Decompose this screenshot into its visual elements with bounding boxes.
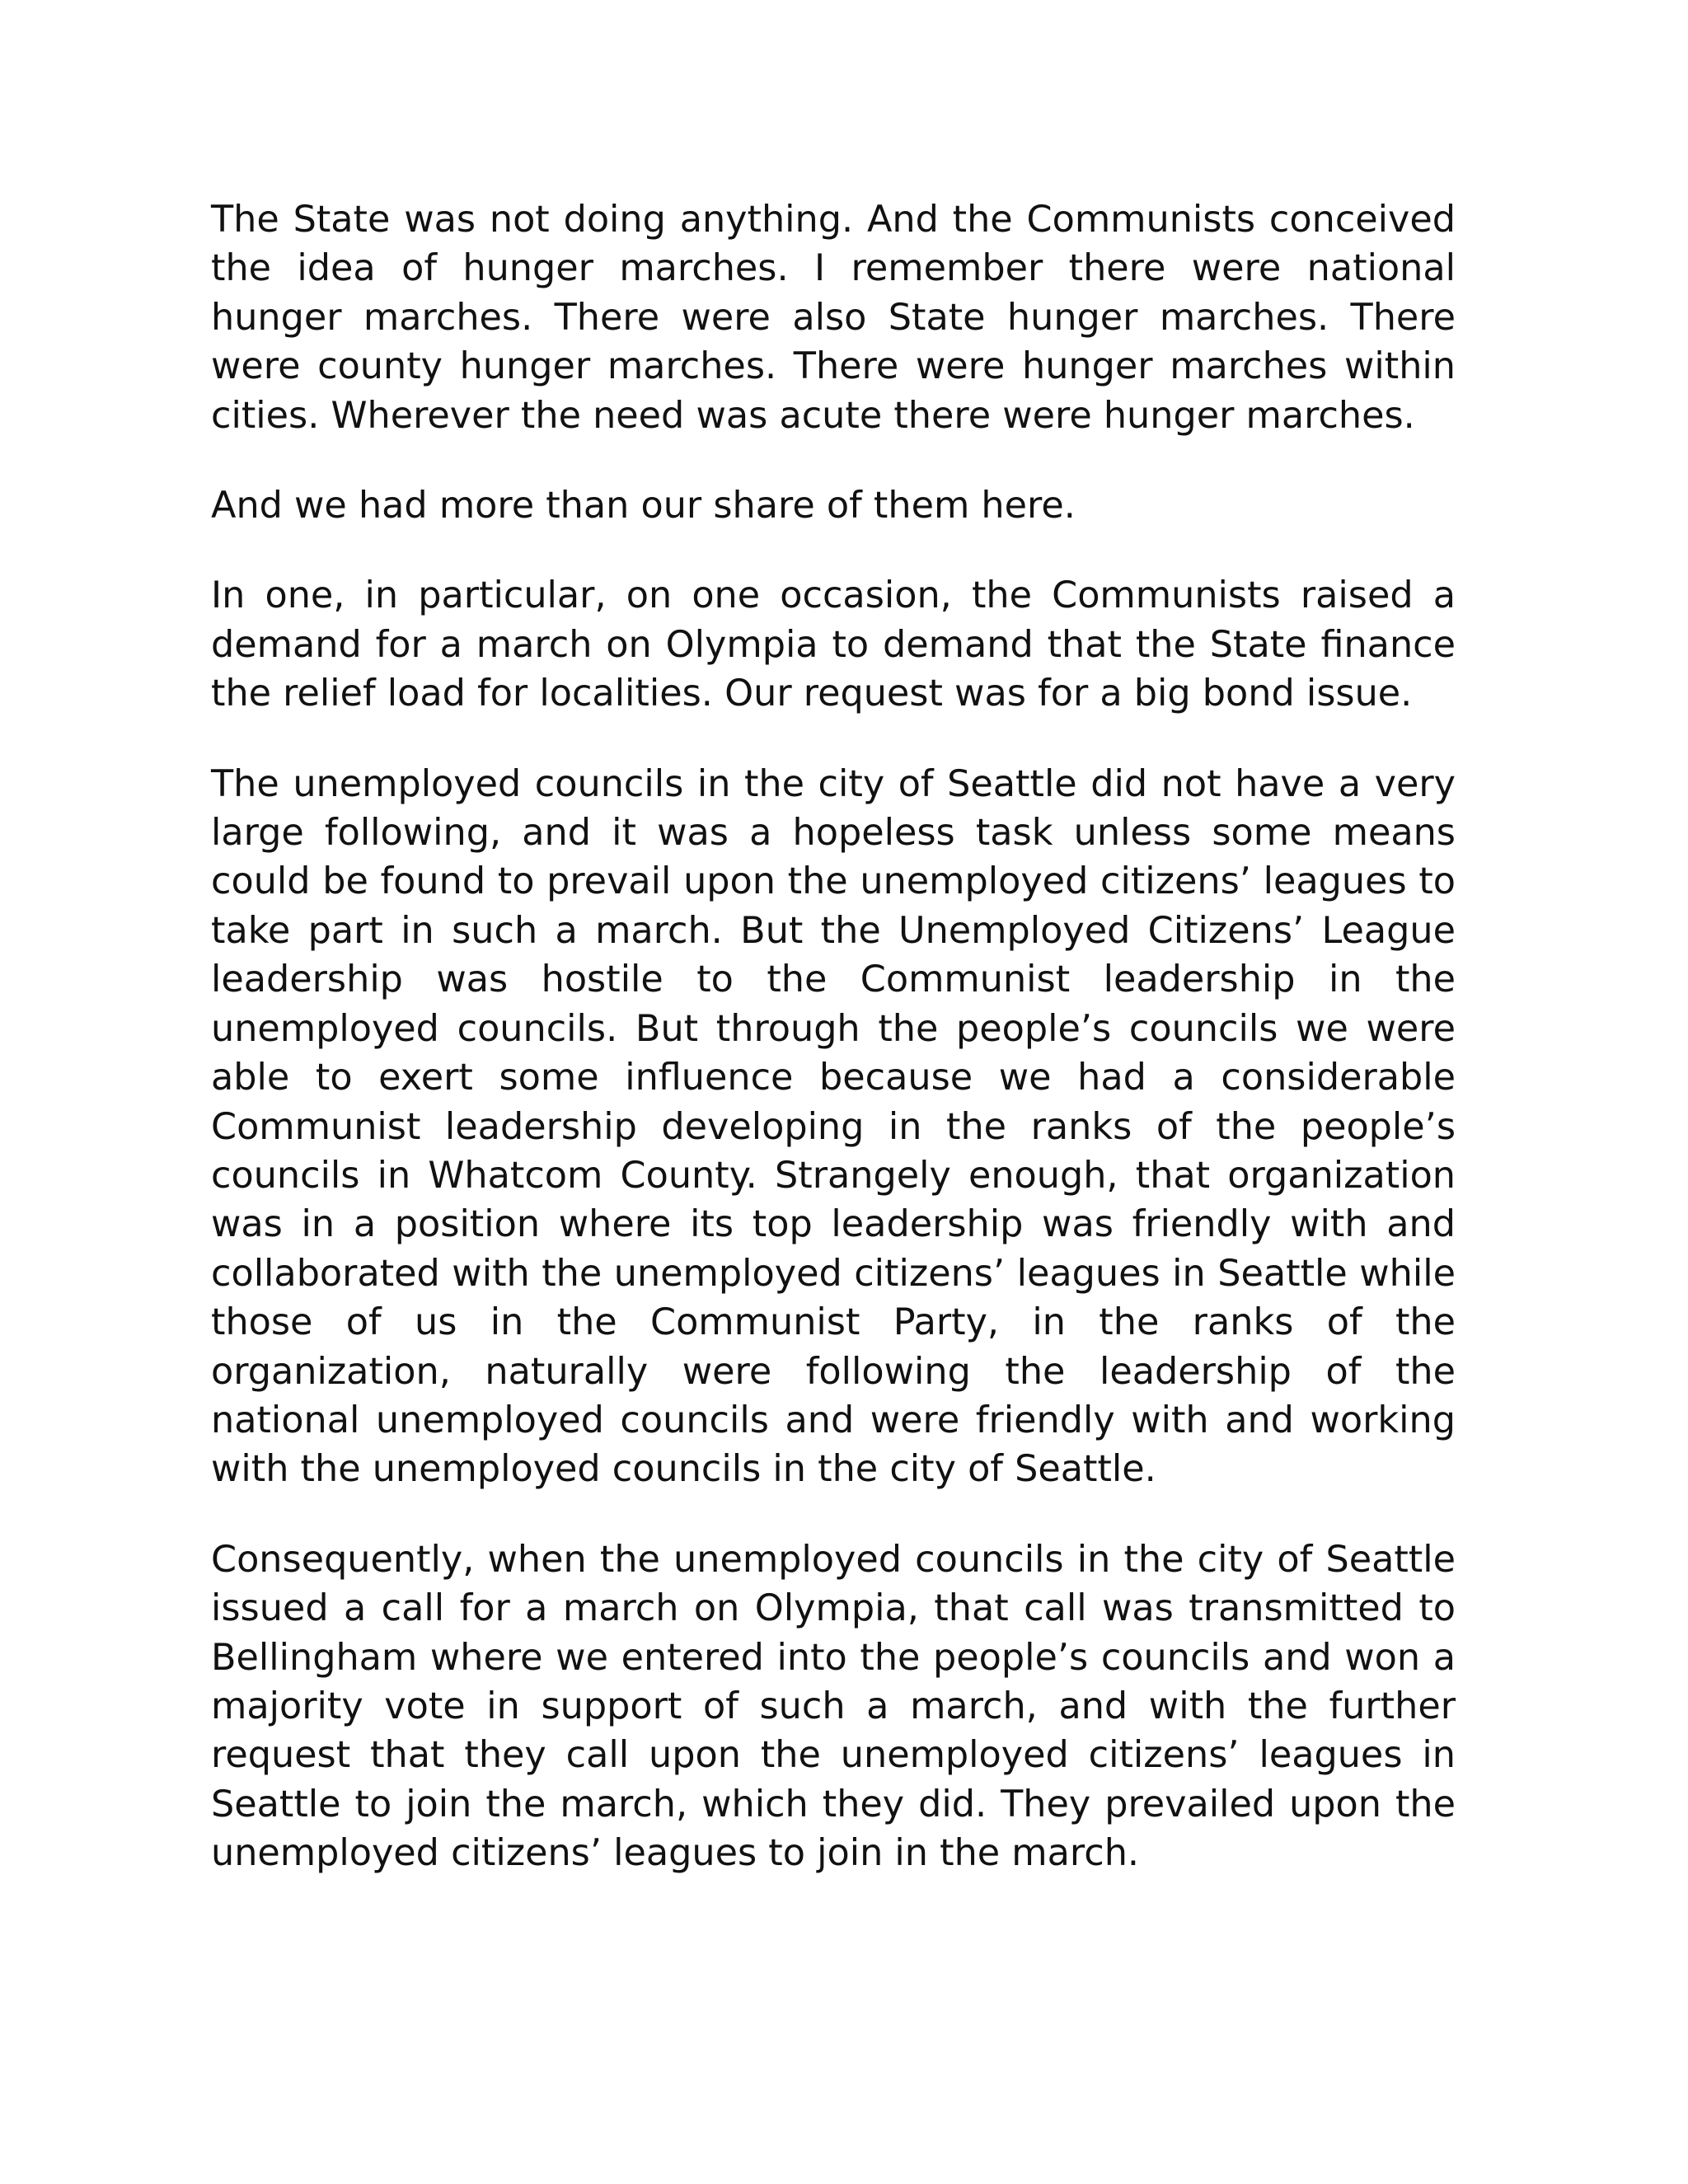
- paragraph-1: The State was not doing anything. And the Communists conceived the idea of hunger marches. I remember there were national hunger marches. There were also State hunger marches. There were county hunger marches. There were hunger marches within cities. Wherever the need was acute there were hunger marches.: [211, 199, 1456, 437]
- paragraph-4: The unemployed councils in the city of Seattle did not have a very large following, and it was a hopeless task unless some means could be found to prevail upon the unemployed citizens’ leagues to take part in such a march. But the Unemployed Citizens’ League leadership was hostile to the Communist leadership in the unemployed councils. But through the people’s councils we were able to exert some influence because we had a considerable Communist leadership developing in the ranks of the people’s councils in Whatcom County. Strangely enough, that organization was in a position where its top leadership was friendly with and collaborated with the unemployed citizens’ leagues in Seattle while those of us in the Communist Party, in the ranks of the organization, naturally were following the leadership of the national unemployed councils and were friendly with and working with the unemployed councils in the city of Seattle.: [211, 762, 1456, 1491]
- paragraph-2: And we had more than our share of them here.: [211, 485, 1076, 527]
- paragraph-3: In one, in particular, on one occasion, the Communists raised a demand for a march on Olympia to demand that the State finance the relief load for localities. Our request was for a big bond issue.: [211, 574, 1456, 715]
- paragraph-5: Consequently, when the unemployed councils in the city of Seattle issued a call for a march on Olympia, that call was transmitted to Bellingham where we entered into the people’s councils and won a majority vote in support of such a march, and with the further request that they call upon the unemployed citizens’ leagues in Seattle to join the march, which they did. They prevailed upon the unemployed citizens’ leagues to join in the march.: [211, 1538, 1456, 1875]
- document-body: [211, 195, 1456, 1919]
